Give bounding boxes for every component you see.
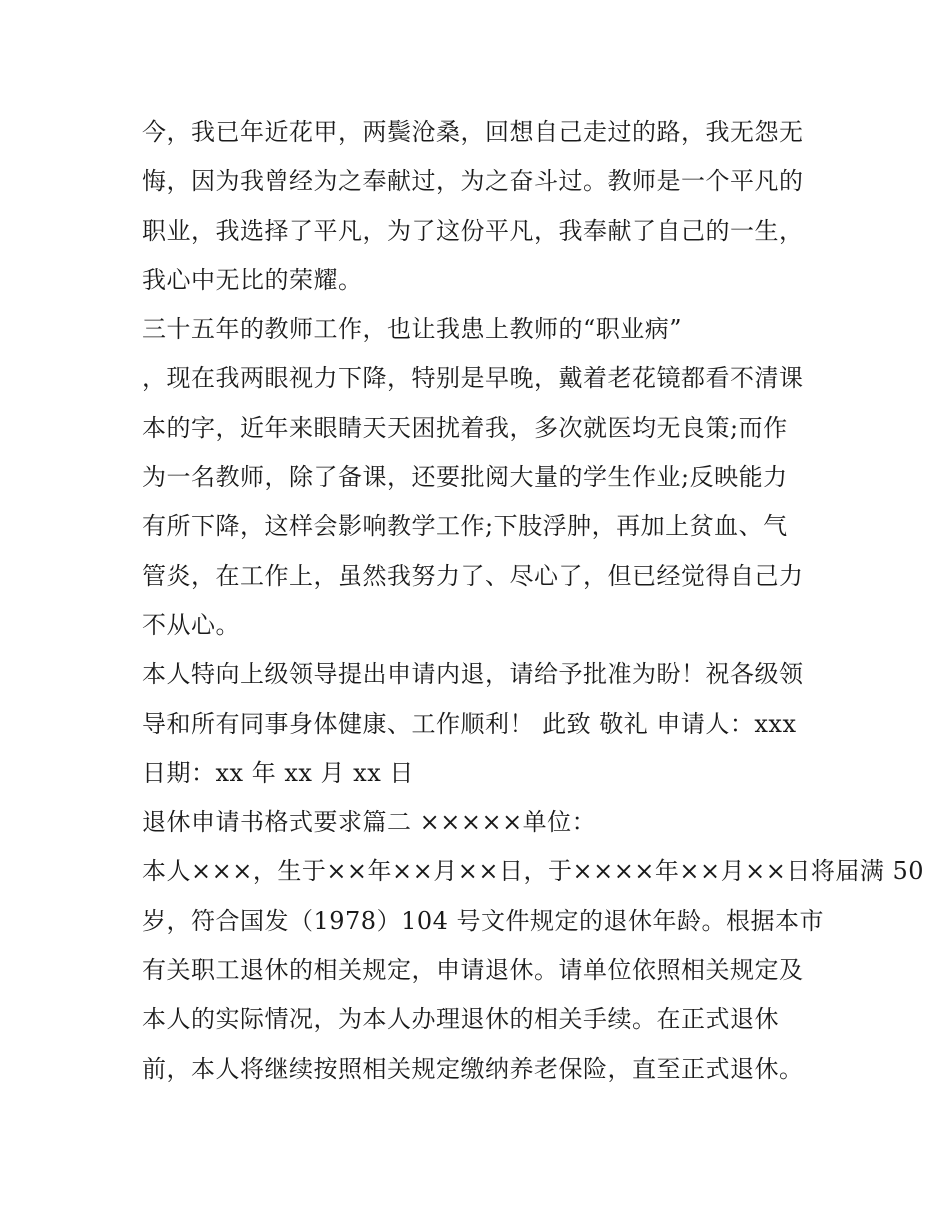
text-line: 本的字，近年来眼睛天天困扰着我，多次就医均无良策;而作 [142,413,788,442]
text-line: 悔，因为我曾经为之奉献过，为之奋斗过。教师是一个平凡的 [142,167,804,196]
text-line: 本人的实际情况，为本人办理退休的相关手续。在正式退休 [142,1005,779,1034]
text-line: 导和所有同事身体健康、工作顺利！ 此致 敬礼 申请人：xxx [142,709,797,738]
text-line: 本人×××，生于××年××月××日，于××××年××月××日将届满 50 [142,857,925,886]
section-heading: 退休申请书格式要求篇二 ×××××单位： [142,808,597,837]
date-line: 日期：xx 年 xx 月 xx 日 [142,758,414,787]
text-line: 有所下降，这样会影响教学工作;下肢浮肿，再加上贫血、气 [142,512,788,541]
text-line: 不从心。 [142,610,240,639]
text-line: 有关职工退休的相关规定，申请退休。请单位依照相关规定及 [142,956,804,985]
text-line: 三十五年的教师工作，也让我患上教师的“职业病” [142,315,683,344]
text-line: 前，本人将继续按照相关规定缴纳养老保险，直至正式退休。 [142,1054,804,1083]
text-line: 职业，我选择了平凡，为了这份平凡，我奉献了自己的一生， [142,216,804,245]
text-line: 我心中无比的荣耀。 [142,265,363,294]
text-line: 岁，符合国发（1978）104 号文件规定的退休年龄。根据本市 [142,906,825,935]
text-line: ，现在我两眼视力下降，特别是早晚，戴着老花镜都看不清课 [142,364,804,393]
text-line: 为一名教师，除了备课，还要批阅大量的学生作业;反映能力 [142,463,788,492]
text-line: 今，我已年近花甲，两鬓沧桑，回想自己走过的路，我无怨无 [142,118,804,146]
text-line: 本人特向上级领导提出申请内退，请给予批准为盼！祝各级领 [142,660,804,689]
text-line: 管炎，在工作上，虽然我努力了、尽心了，但已经觉得自己力 [142,561,804,590]
document-body [142,108,925,1094]
